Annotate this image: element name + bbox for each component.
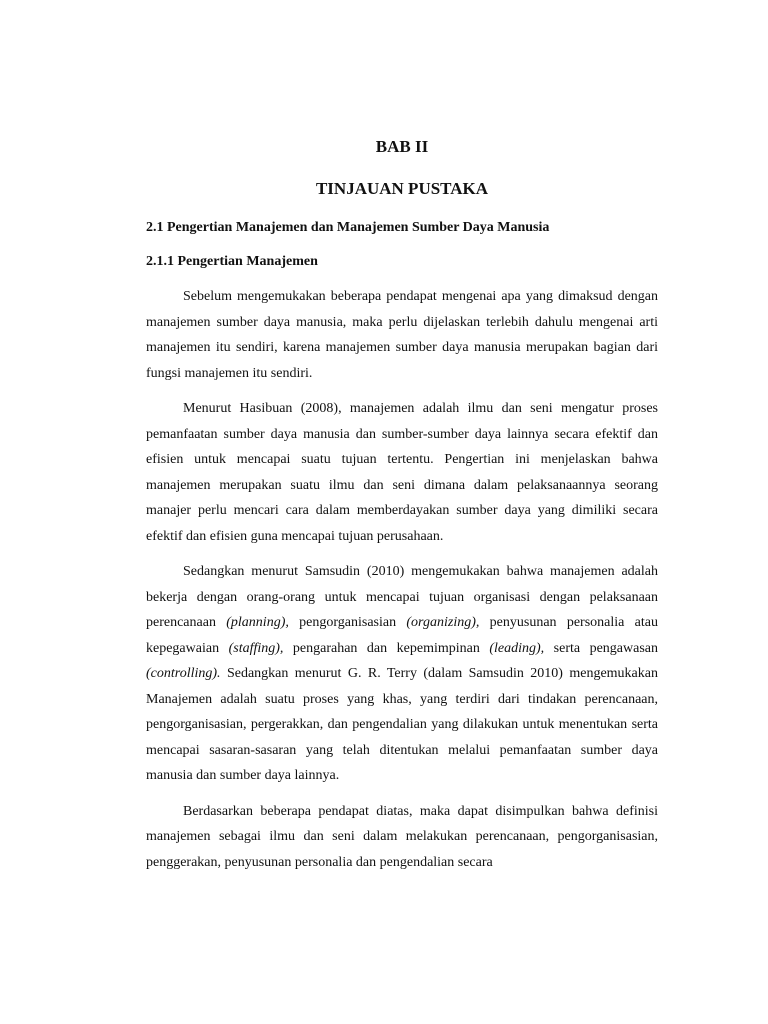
paragraph-3-text-2: pengorganisasian <box>288 615 407 630</box>
paragraph-3-text-5: serta pengawasan <box>544 640 659 656</box>
term-organizing: (organizing), <box>406 615 480 630</box>
term-leading: (leading), <box>489 640 545 656</box>
term-staffing: (staffing), <box>228 640 284 656</box>
paragraph-3-text-3: penyusunan personalia atau kepegawaian <box>146 615 658 656</box>
chapter-title: TINJAUAN PUSTAKA <box>315 179 489 198</box>
subsection-heading: 2.1.1 Pengertian Manajemen <box>146 254 318 269</box>
paragraph-3-text-1: Sedangkan menurut Samsudin (2010) mengemukakan bahwa manajemen adalah bekerja dengan orang-orang untuk mencapai tujuan organisasi dengan pelaksanaan perencanaan <box>146 564 658 630</box>
paragraph-2: Menurut Hasibuan (2008), manajemen adalah ilmu dan seni mengatur proses pemanfaatan sumber daya manusia dan sumber-sumber daya lainnya secara efektif dan efisien untuk mencapai suatu tujuan tertentu. Pengertian ini menjelaskan bahwa manajemen merupakan suatu ilmu dan seni dimana dalam pelaksanaannya seorang manajer perlu mencari cara dalam memberdayakan sumber daya yang dimiliki secara efektif dan efisien guna mencapai tujuan perusahaan. <box>146 401 658 544</box>
paragraph-3-text-4: pengarahan dan kepemimpinan <box>283 640 490 656</box>
paragraph-4: Berdasarkan beberapa pendapat diatas, maka dapat disimpulkan bahwa definisi manajemen sebagai ilmu dan seni dalam melakukan perencanaan, pengorganisasian, penggerakan, penyusunan personalia dan pengendalian secara <box>146 803 658 870</box>
section-heading: 2.1 Pengertian Manajemen dan Manajemen Sumber Daya Manusia <box>146 220 550 235</box>
page-content <box>146 134 658 885</box>
term-planning: (planning), <box>226 615 289 630</box>
paragraph-1: Sebelum mengemukakan beberapa pendapat mengenai apa yang dimaksud dengan manajemen sumber daya manusia, maka perlu dijelaskan terlebih dahulu mengenai arti manajemen itu sendiri, karena manajemen sumber daya manusia merupakan bagian dari fungsi manajemen itu sendiri. <box>146 289 658 381</box>
paragraph-3 <box>146 559 658 789</box>
term-controlling: (controlling). <box>146 666 221 681</box>
chapter-number: BAB II <box>375 137 429 156</box>
paragraph-3-text-6: Sedangkan menurut G. R. Terry (dalam Samsudin 2010) mengemukakan Manajemen adalah suatu proses yang khas, yang terdiri dari tindakan perencanaan, pengorganisasian, pergerakkan, dan pengendalian yang dilakukan untuk menentukan serta mencapai sasaran-sasaran yang telah ditentukan melalui pemanfaatan sumber daya manusia dan sumber daya lainnya. <box>146 666 658 783</box>
